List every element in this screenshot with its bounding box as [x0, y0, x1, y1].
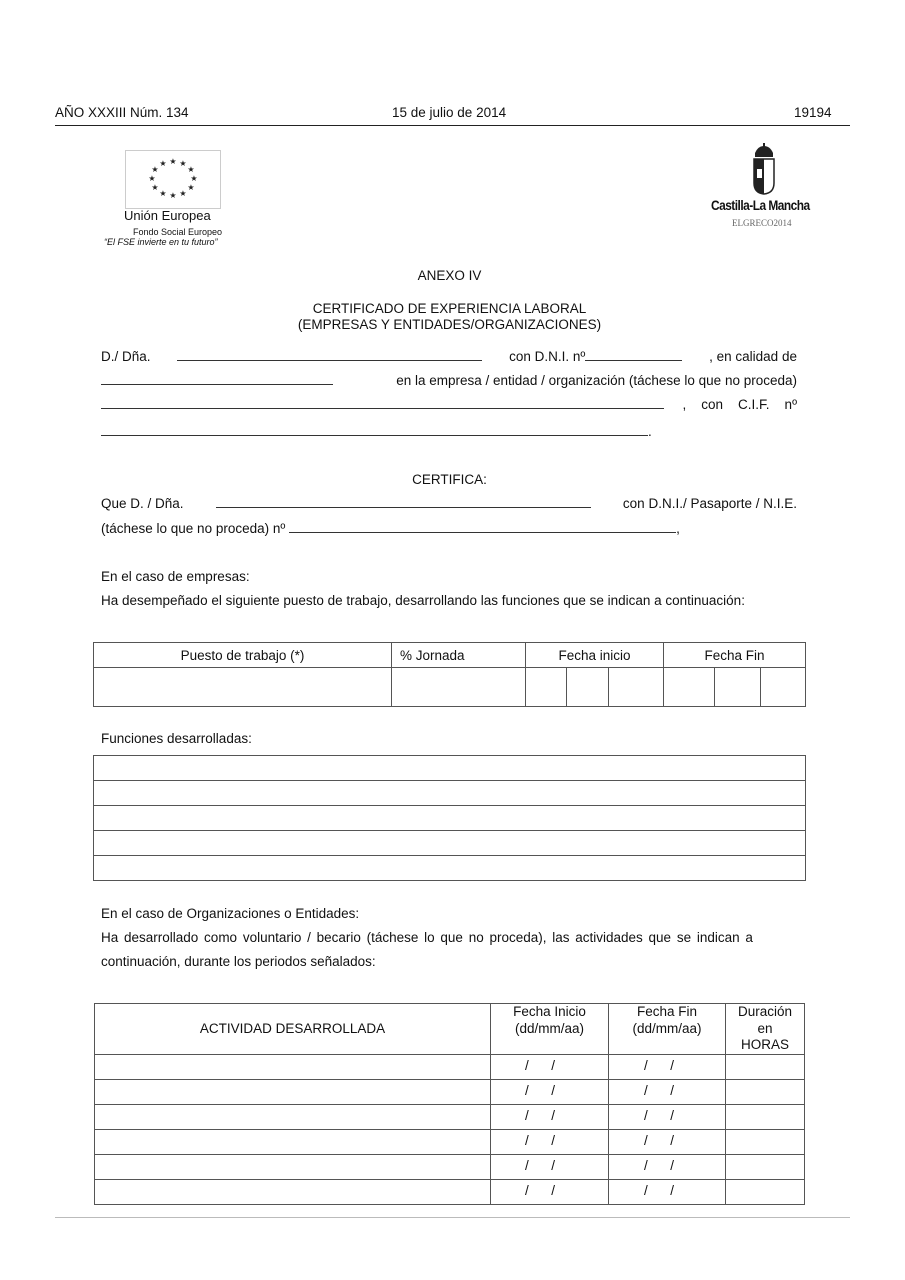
label-id-type: con D.N.I./ Pasaporte / N.I.E. — [622, 496, 797, 511]
role-field[interactable] — [101, 373, 333, 385]
svg-text:★: ★ — [159, 189, 167, 198]
svg-text:★: ★ — [159, 159, 167, 168]
header-dur-2: en — [757, 1020, 773, 1036]
fecha-fin-cell[interactable]: / / — [609, 1179, 726, 1204]
intro-line-1 — [101, 349, 797, 364]
duracion-cell[interactable] — [726, 1054, 805, 1079]
annex-title: ANEXO IV — [417, 268, 482, 283]
cif-field[interactable] — [101, 424, 648, 436]
empresas-heading: En el caso de empresas: — [101, 569, 250, 584]
funciones-label: Funciones desarrolladas: — [101, 731, 252, 746]
actividad-cell[interactable] — [95, 1179, 491, 1204]
intro-line-3 — [101, 397, 797, 412]
table-row — [95, 1154, 805, 1179]
table-header-row — [95, 1004, 805, 1055]
header-fin-2: (dd/mm/aa) — [632, 1020, 702, 1036]
certificate-subtitle: (EMPRESAS Y ENTIDADES/ORGANIZACIONES) — [297, 317, 602, 332]
header-dur-1: Duración — [737, 1004, 793, 1019]
fecha-fin-cell[interactable]: / / — [609, 1129, 726, 1154]
duracion-cell[interactable] — [726, 1129, 805, 1154]
svg-text:★: ★ — [169, 157, 177, 166]
eu-fund: Fondo Social Europeo — [133, 227, 223, 237]
worker-id-field[interactable] — [289, 521, 676, 533]
function-cell[interactable] — [94, 831, 806, 856]
dni-field[interactable] — [585, 349, 682, 361]
inicio-month-cell[interactable] — [567, 668, 609, 707]
certifica-line-1 — [101, 496, 797, 511]
svg-text:★: ★ — [190, 174, 198, 183]
table-row — [95, 1079, 805, 1104]
footer-rule — [55, 1217, 850, 1218]
coat-of-arms-icon — [752, 143, 776, 198]
certificate-title: CERTIFICADO DE EXPERIENCIA LABORAL — [312, 301, 587, 316]
table-row — [94, 781, 806, 806]
function-cell[interactable] — [94, 756, 806, 781]
fecha-inicio-cell[interactable]: / / — [491, 1054, 609, 1079]
table-row — [94, 756, 806, 781]
svg-text:★: ★ — [151, 183, 159, 192]
intro-line-4 — [101, 424, 797, 439]
issue-number: AÑO XXXIII Núm. 134 — [55, 105, 189, 120]
certifica-line-2 — [101, 521, 797, 536]
table-row — [95, 1179, 805, 1204]
label-dona: D./ Dña. — [101, 349, 151, 364]
jornada-cell[interactable] — [392, 668, 526, 707]
duracion-cell[interactable] — [726, 1079, 805, 1104]
eu-name: Unión Europea — [124, 208, 211, 223]
label-dni: con D.N.I. nº — [509, 349, 586, 364]
period: . — [648, 424, 652, 439]
table-row — [94, 668, 806, 707]
actividad-cell[interactable] — [95, 1054, 491, 1079]
duracion-cell[interactable] — [726, 1179, 805, 1204]
svg-text:★: ★ — [169, 191, 177, 200]
empresas-text: Ha desempeñado el siguiente puesto de trabajo, desarrollando las funciones que se indican a continuación: — [101, 593, 745, 608]
header-fecha-inicio: Fecha inicio — [526, 643, 664, 668]
fin-year-cell[interactable] — [761, 668, 806, 707]
header-puesto: Puesto de trabajo (*) — [94, 643, 392, 668]
worker-name-field[interactable] — [216, 496, 591, 508]
duracion-cell[interactable] — [726, 1154, 805, 1179]
fecha-fin-cell[interactable]: / / — [609, 1054, 726, 1079]
header-fin-1: Fecha Fin — [636, 1004, 698, 1019]
region-subtitle: ELGRECO2014 — [732, 218, 792, 228]
table-row — [95, 1104, 805, 1129]
eu-flag-icon — [125, 150, 221, 209]
functions-table — [93, 755, 806, 881]
activities-table — [94, 1003, 805, 1205]
function-cell[interactable] — [94, 806, 806, 831]
intro-line-2 — [101, 373, 797, 388]
page-number: 19194 — [794, 105, 832, 120]
header-dur-3: HORAS — [740, 1037, 789, 1052]
actividad-cell[interactable] — [95, 1079, 491, 1104]
table-header-row — [94, 643, 806, 668]
fecha-inicio-cell[interactable]: / / — [491, 1104, 609, 1129]
region-name: Castilla-La Mancha — [711, 197, 810, 213]
inicio-day-cell[interactable] — [526, 668, 567, 707]
puesto-cell[interactable] — [94, 668, 392, 707]
label-tachese: (táchese lo que no proceda) nº — [101, 521, 286, 536]
certifica-heading: CERTIFICA: — [412, 472, 487, 487]
table-row — [95, 1129, 805, 1154]
table-row — [95, 1054, 805, 1079]
header-fecha-fin: Fecha Fin — [664, 643, 806, 668]
label-que: Que D. / Dña. — [101, 496, 184, 511]
fin-month-cell[interactable] — [715, 668, 761, 707]
fecha-fin-cell[interactable]: / / — [609, 1104, 726, 1129]
fecha-inicio-cell[interactable]: / / — [491, 1154, 609, 1179]
duracion-cell[interactable] — [726, 1104, 805, 1129]
svg-text:★: ★ — [179, 189, 187, 198]
actividad-cell[interactable] — [95, 1104, 491, 1129]
header-actividad: ACTIVIDAD DESARROLLADA — [95, 1004, 491, 1055]
header-inicio-2: (dd/mm/aa) — [514, 1020, 585, 1036]
company-field[interactable] — [101, 397, 664, 409]
table-row — [94, 806, 806, 831]
fecha-inicio-cell[interactable]: / / — [491, 1079, 609, 1104]
header-fecha-fin — [609, 1004, 726, 1055]
svg-text:★: ★ — [187, 165, 195, 174]
fecha-fin-cell[interactable]: / / — [609, 1079, 726, 1104]
fecha-fin-cell[interactable]: / / — [609, 1154, 726, 1179]
table-row — [94, 856, 806, 881]
actividad-cell[interactable] — [95, 1154, 491, 1179]
header-fecha-inicio — [491, 1004, 609, 1055]
header-jornada: % Jornada — [392, 643, 526, 668]
label-empresa: en la empresa / entidad / organización (táchese lo que no proceda) — [396, 373, 797, 388]
header-inicio-1: Fecha Inicio — [513, 1004, 586, 1019]
label-calidad: , en calidad de — [709, 349, 797, 364]
header-duracion — [726, 1004, 805, 1055]
job-table — [93, 642, 806, 707]
svg-text:★: ★ — [187, 183, 195, 192]
table-row — [94, 831, 806, 856]
inicio-year-cell[interactable] — [609, 668, 664, 707]
organizaciones-heading: En el caso de Organizaciones o Entidades: — [101, 906, 360, 921]
issue-date: 15 de julio de 2014 — [392, 105, 507, 120]
svg-text:★: ★ — [151, 165, 159, 174]
org-text-1: Ha desarrollado como voluntario / becario (táchese lo que no proceda), las actividades que se indican a — [101, 930, 753, 945]
fecha-inicio-cell[interactable]: / / — [491, 1179, 609, 1204]
fin-day-cell[interactable] — [664, 668, 715, 707]
function-cell[interactable] — [94, 781, 806, 806]
organizaciones-text-1 — [101, 930, 797, 945]
svg-text:★: ★ — [148, 174, 156, 183]
svg-text:★: ★ — [179, 159, 187, 168]
comma: , — [676, 521, 680, 536]
name-field[interactable] — [177, 349, 482, 361]
fecha-inicio-cell[interactable]: / / — [491, 1129, 609, 1154]
header-rule — [55, 125, 850, 126]
label-cif: , con C.I.F. nº — [682, 397, 797, 412]
function-cell[interactable] — [94, 856, 806, 881]
organizaciones-text-2: continuación, durante los periodos señalados: — [101, 954, 376, 969]
eu-motto: “El FSE invierte en tu futuro” — [104, 237, 218, 247]
actividad-cell[interactable] — [95, 1129, 491, 1154]
